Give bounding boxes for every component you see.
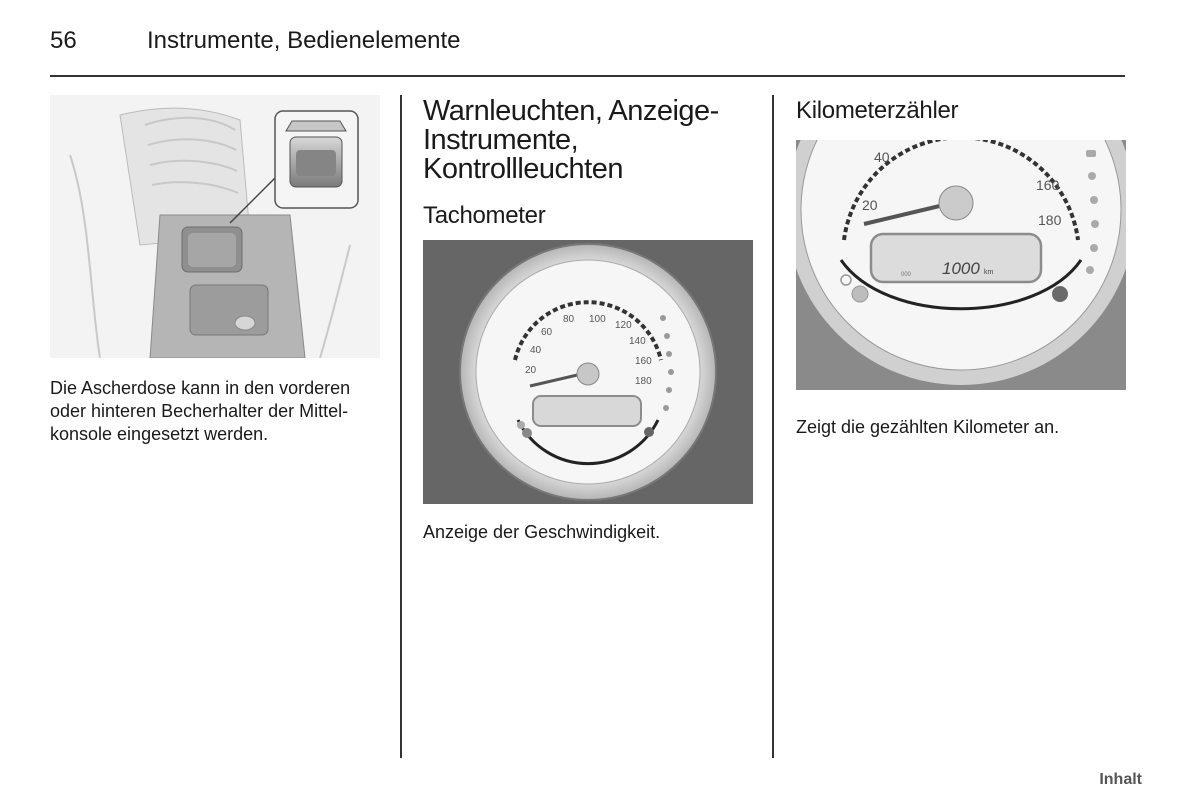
speed-tick: 180 [635, 376, 652, 387]
speed-description: Anzeige der Geschwindigkeit. [423, 522, 661, 542]
odometer-value: 1000 [942, 259, 980, 278]
section-heading: Warnleuchten, Anzeige-Instrumente, Kontrollleuchten [423, 95, 719, 185]
odometer-unit: km [984, 269, 994, 276]
ashtray-description: Die Ascherdose kann in den vorderen oder hinteren Becherhalter der Mittel-konsole eingesetzt werden. [50, 378, 351, 444]
speedometer-illustration [423, 240, 753, 504]
chapter-title: Instrumente, Bedienelemente [147, 27, 461, 54]
speed-tick: 140 [629, 336, 646, 347]
ashtray-illustration [50, 95, 380, 358]
dial-tick: 40 [874, 149, 890, 165]
column-divider-left [400, 95, 402, 758]
page-number: 56 [50, 27, 77, 54]
speed-tick: 80 [563, 314, 575, 325]
speed-tick: 60 [541, 327, 553, 338]
dial-tick: 180 [1038, 212, 1062, 228]
speed-tick: 40 [530, 345, 542, 356]
odometer-heading: Kilometerzähler [796, 97, 959, 124]
speed-tick: 160 [635, 356, 652, 367]
speed-tick: 100 [589, 314, 606, 325]
speed-tick: 20 [525, 365, 537, 376]
header-rule [50, 75, 1125, 77]
svg-text:000: 000 [901, 272, 912, 278]
column-divider-right [772, 95, 774, 758]
contents-link[interactable]: Inhalt [1099, 771, 1142, 788]
speed-tick: 120 [615, 320, 632, 331]
odometer-illustration [796, 140, 1126, 390]
dial-tick: 20 [862, 197, 878, 213]
odometer-description: Zeigt die gezählten Kilometer an. [796, 417, 1060, 437]
dial-tick: 160 [1036, 177, 1060, 193]
tachometer-heading: Tachometer [423, 202, 546, 229]
